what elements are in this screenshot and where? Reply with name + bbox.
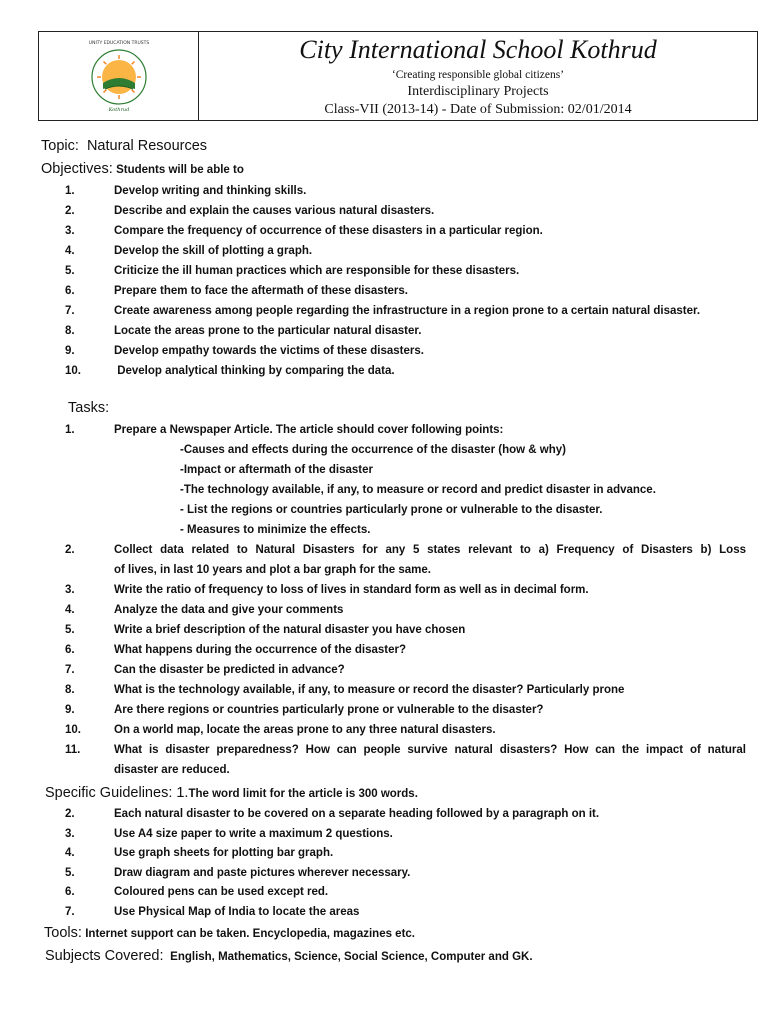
header-box [38,31,758,121]
list-text: Use Physical Map of India to locate the areas [114,905,360,918]
list-number: 4. [65,604,75,616]
list-item [65,624,465,636]
list-text: Analyze the data and give your comments [114,604,344,616]
list-item [65,724,496,736]
list-number: 7. [65,664,75,676]
list-item [65,245,312,257]
list-number: 7. [65,905,75,918]
list-text: Can the disaster be predicted in advance? [114,664,345,676]
list-text: Criticize the ill human practices which are responsible for these disasters. [114,265,520,277]
guidelines-first: The word limit for the article is 300 words. [188,788,418,800]
list-item [65,684,624,696]
list-item [65,285,408,297]
list-text: Each natural disaster to be covered on a separate heading followed by a paragraph on it. [114,808,600,820]
header-title-block [199,32,757,120]
tools-line [44,925,415,941]
list-item-continuation: of lives, in last 10 years and plot a bar graph for the same. [114,564,431,576]
list-number: 10. [65,724,81,736]
list-number: 9. [65,345,75,357]
list-item-continuation: disaster are reduced. [114,764,230,776]
subjects-text: English, Mathematics, Science, Social Science, Computer and GK. [170,951,533,963]
list-item [65,325,421,337]
list-text: What happens during the occurrence of the disaster? [114,644,407,656]
list-number: 9. [65,704,75,716]
list-number: 10. [65,365,81,377]
list-number: 8. [65,684,75,696]
tasks-heading: Tasks: [68,400,110,416]
list-text: Write a brief description of the natural disaster you have chosen [114,624,466,636]
list-text: Use graph sheets for plotting bar graph. [114,847,334,859]
list-item [65,265,519,277]
list-number: 5. [65,624,75,636]
list-number: 4. [65,847,75,859]
list-item [65,867,410,879]
guidelines-heading [45,785,418,801]
list-item [65,906,359,918]
school-logo [39,32,199,120]
list-text: Draw diagram and paste pictures wherever necessary. [114,866,411,879]
list-item [65,886,328,898]
list-item [65,225,543,237]
list-text: Prepare them to face the aftermath of these disasters. [114,285,408,297]
list-item [65,205,434,217]
list-item [65,828,393,840]
list-item: 11. What is disaster preparedness? How can people survive natural disasters? How can the impact of natural [65,744,746,756]
list-number: 3. [65,827,75,840]
list-item [65,847,333,859]
list-item [65,644,406,656]
school-name: City International School Kothrud [299,35,657,64]
list-item [65,664,345,676]
list-text: Develop empathy towards the victims of these disasters. [114,345,424,357]
list-number: 5. [65,866,75,879]
class-and-submission-date: Class-VII (2013-14) - Date of Submission: 02/01/2014 [324,102,632,117]
list-item [65,365,395,377]
task-subpoint: -Impact or aftermath of the disaster [180,464,373,476]
list-number: 3. [65,225,75,237]
list-item [65,345,424,357]
list-item: 1. Prepare a Newspaper Article. The article should cover following points: [65,424,504,436]
guidelines-label: Specific Guidelines: 1. [45,785,189,801]
subjects-line [45,948,533,964]
list-number: 2. [65,808,75,820]
tools-label: Tools: [44,925,82,941]
list-number: 8. [65,325,75,337]
list-text: Describe and explain the causes various natural disasters. [114,205,435,217]
list-text: Develop the skill of plotting a graph. [114,245,313,257]
list-item [65,185,306,197]
list-item [65,604,343,616]
tools-text: Internet support can be taken. Encyclopedia, magazines etc. [85,928,415,940]
list-number: 4. [65,245,75,257]
objectives-intro: Students will be able to [116,164,244,176]
list-text: Compare the frequency of occurrence of these disasters in a particular region. [114,225,543,237]
list-number: 5. [65,265,75,277]
list-text: Coloured pens can be used except red. [114,886,329,898]
objectives-label: Objectives: [41,161,113,177]
task-subpoint: -Causes and effects during the occurrence of the disaster (how & why) [180,444,566,456]
list-text: Are there regions or countries particularly prone or vulnerable to the disaster? [114,704,544,716]
list-item [65,808,599,820]
topic-label: Topic: [41,138,79,154]
subjects-label: Subjects Covered: [45,948,164,964]
list-text: Create awareness among people regarding the infrastructure in a region prone to a certain natural disaster. [114,305,701,317]
list-item [65,305,700,317]
list-number: 7. [65,305,75,317]
topic-value: Natural Resources [86,138,208,154]
list-item [65,584,589,596]
list-text: Use A4 size paper to write a maximum 2 questions. [114,827,393,840]
list-number: 6. [65,644,75,656]
logo-caption-bottom: Kothrud [108,107,129,113]
logo-emblem-icon [79,37,159,115]
list-item [65,704,543,716]
task-subpoint: -The technology available, if any, to measure or record and predict disaster in advance. [180,484,656,496]
objectives-heading [41,161,244,177]
list-text: Develop writing and thinking skills. [114,185,307,197]
list-text: What is the technology available, if any, to measure or record the disaster? Particularly prone [114,684,625,696]
list-number: 3. [65,584,75,596]
list-text: Write the ratio of frequency to loss of lives in standard form as well as in decimal form. [114,584,589,596]
document-subtitle: Interdisciplinary Projects [407,84,549,99]
logo-caption-top: UNITY EDUCATION TRUSTS [88,41,149,46]
list-text: Develop analytical thinking by comparing the data. [114,365,395,377]
school-motto: ‘Creating responsible global citizens’ [391,69,565,81]
list-number: 1. [65,185,75,197]
list-number: 2. [65,205,75,217]
list-text: Locate the areas prone to the particular natural disaster. [114,325,422,337]
topic-heading [41,138,207,154]
task-subpoint: - Measures to minimize the effects. [180,524,371,536]
list-text: On a world map, locate the areas prone to any three natural disasters. [114,724,496,736]
list-number: 6. [65,285,75,297]
list-number: 6. [65,886,75,898]
task-subpoint: - List the regions or countries particularly prone or vulnerable to the disaster. [180,504,603,516]
list-item: 2. Collect data related to Natural Disasters for any 5 states relevant to a) Frequency of Disasters b) Loss [65,544,746,556]
